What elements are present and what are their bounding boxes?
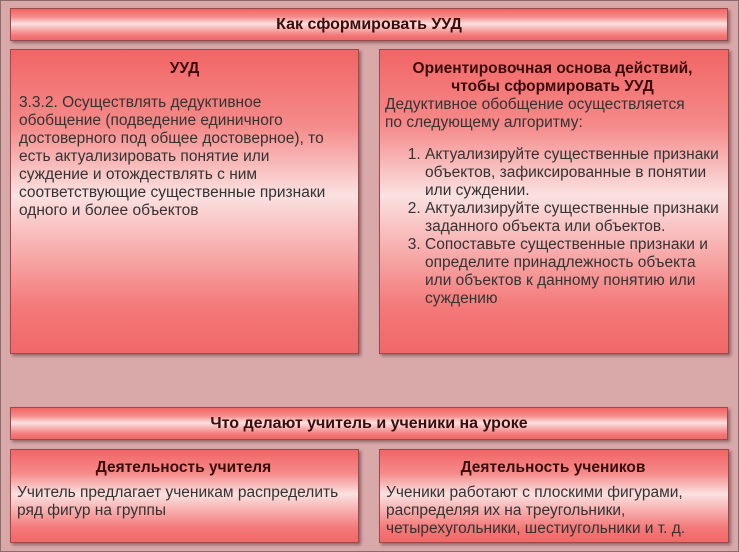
oriented-basis-title xyxy=(385,60,720,96)
teacher-activity-title: Деятельность учителя xyxy=(95,459,272,476)
top-header xyxy=(10,8,728,41)
oriented-basis-box xyxy=(379,49,729,354)
algorithm-step-3: 3. Сопоставьте существенные признаки и определите принадлежность объекта или объектов к данному понятию или суждению xyxy=(425,236,720,308)
algorithm-step-2: 2. Актуализируйте существенные признаки заданного объекта или объектов. xyxy=(425,200,720,236)
top-header-title: Как сформировать УУД xyxy=(276,15,462,33)
oriented-basis-intro: Дедуктивное обобщение осуществляется по следующему алгоритму: xyxy=(385,96,685,131)
students-activity-box xyxy=(379,449,729,543)
uud-box-title: УУД xyxy=(169,60,200,77)
oriented-basis-title-line2: чтобы сформировать УУД xyxy=(451,78,654,95)
lesson-header-title: Что делают учитель и ученики на уроке xyxy=(210,414,528,432)
uud-box-text: 3.3.2. Осуществлять дедуктивное обобщение (подведение единичного достоверного под общее достоверное), то есть актуализировать понятие или суждение и отождествлять с ним соответствующие существенные признаки одного и более объектов xyxy=(19,94,326,219)
oriented-basis-title-line1: Ориентировочная основа действий, xyxy=(412,60,693,77)
students-activity-text: Ученики работают с плоскими фигурами, распределяя их на треугольники, четырехугольники, шестиугольники и т. д. xyxy=(386,484,686,537)
algorithm-step-1: 1. Актуализируйте существенные признаки объектов, зафиксированные в понятии или суждении. xyxy=(425,146,720,200)
teacher-activity-text: Учитель предлагает ученикам распределить ряд фигур на группы xyxy=(17,484,339,519)
students-activity-title: Деятельность учеников xyxy=(460,459,646,476)
lesson-header xyxy=(10,407,728,440)
uud-box xyxy=(10,49,359,354)
teacher-activity-box xyxy=(10,449,359,543)
algorithm-list xyxy=(385,146,720,308)
